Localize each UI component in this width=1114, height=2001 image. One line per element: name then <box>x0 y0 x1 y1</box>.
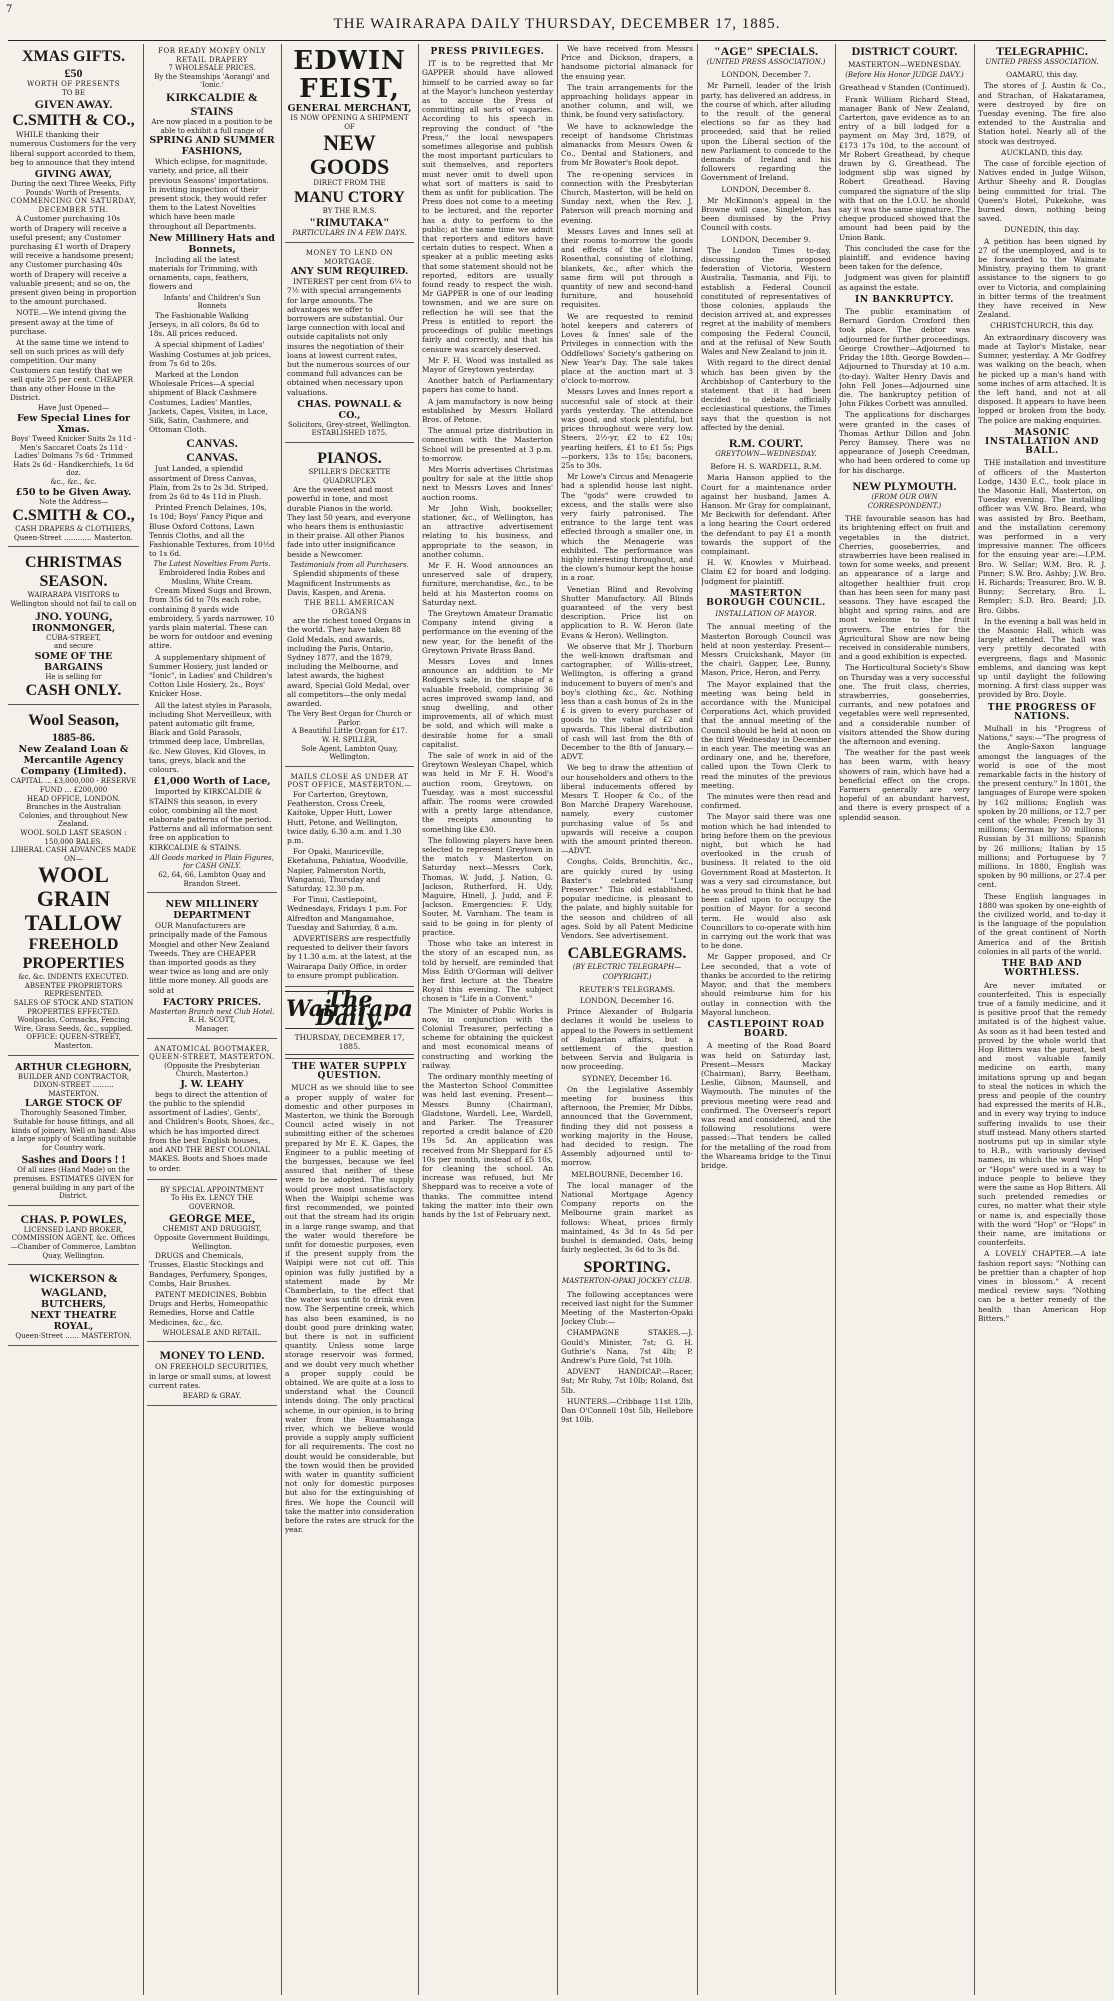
by-special: BY SPECIAL APPOINTMENT <box>160 1185 264 1194</box>
district-case: Greathead v Standen (Continued). <box>839 83 970 93</box>
drugs: DRUGS and Chemicals, Trusses, Elastic Stockings and Bandages, Perfumery, Sponges, Combs, Hair Brushes. <box>149 1251 268 1288</box>
masonic-heading: MASONIC INSTALLATION AND BALL. <box>985 427 1099 457</box>
age-item: Mr McKinnon's appeal in the Browne will case, Singleton, has been dismissed by the Privy Council with costs. <box>701 195 831 233</box>
bad-heading: THE BAD AND WORTHLESS. <box>1001 959 1083 979</box>
column-divider <box>418 44 419 1995</box>
reuter: REUTER'S TELEGRAMS. <box>578 984 676 994</box>
local-item: The annual prize distribution in connection with the Masterton School will be presented at 3 p.m. to-morrow. <box>422 426 553 463</box>
chas-powles: CHAS. P. POWLES, <box>20 1211 127 1226</box>
nz-mortgage: NEW MILLINERY DEPARTMENT <box>165 899 259 922</box>
pownall-ad <box>285 246 414 443</box>
next-theatre: NEXT THEATRE ROYAL, <box>30 1310 117 1333</box>
to-be: TO BE <box>62 88 85 97</box>
butcher-address: Queen-Street …… MASTERTON. <box>15 1332 132 1341</box>
local-item: Venetian Blind and Revolving Shutter Manufactory. All Blinds guaranteed of the very best description. Price list on application to R. W. Heron (late Evans & Heron). Wellington. <box>561 584 693 640</box>
sashes: Sashes and Doors ! ! <box>21 1152 126 1167</box>
sporting-heading: SPORTING. <box>583 1259 671 1277</box>
column-1-advertisements <box>8 44 139 1997</box>
rimutaka: "RIMUTAKA" <box>309 215 390 230</box>
telegram-item: An extraordinary discovery was made at Taylor's Mistake, near Sumner, yesterday. A Mr Godfrey was walking on the beach, when he picked up a man's hand with some inches of arm attached. It is the left hand, and not at all disposed. It appears to have been lopped or broken from the body. The police are making enquiries. <box>978 332 1106 425</box>
george-mee-ad <box>147 1183 277 1343</box>
masthead <box>0 0 1114 44</box>
smith-xmas-ad <box>8 44 139 547</box>
council-item: The minutes were then read and confirmed. <box>701 792 831 811</box>
commencing: COMMENCING ON SATURDAY, DECEMBER 5TH. <box>10 197 137 214</box>
properties: PROPERTIES <box>22 955 125 973</box>
racing-item: The following acceptances were received last night for the Summer Meeting of the Masterton-Opaki Jockey Club:— <box>561 1289 693 1327</box>
manager: Manager. <box>195 1024 229 1033</box>
jno-young-ad <box>8 550 139 705</box>
local-item: We have received from Messrs Price and Dickson, drapers, a handsome pictorial almanack for the ensuing year. <box>561 44 693 81</box>
christmas: CHRISTMAS <box>25 554 122 572</box>
court-item: Judgment was given for plaintiff as against the estate. <box>839 273 970 292</box>
splendid: Splendid shipments of these Magnificent Instruments as Davis, Kaspen, and Arena. <box>287 569 400 597</box>
offer-note: NOTE.—We intend giving the present away at the time of purchase. <box>10 308 127 336</box>
spring: SPRING AND SUMMER FASHIONS, <box>149 135 275 158</box>
london-dateline: LONDON, December 9. <box>721 234 811 244</box>
age-item: With regard to the direct denial which has been given by the Archbishop of Canterbury to the statement that it had been decided to debate officially ecclesiastical questions, the Times says that the question is not affected by the denial. <box>701 358 831 432</box>
large-stock: LARGE STOCK OF <box>25 1098 122 1110</box>
showing: IS NOW OPENING A SHIPMENT OF <box>290 114 409 131</box>
capital: CAPITAL … £3,000,000 · RESERVE FUND … £200,000 <box>10 777 137 794</box>
edwin-feist-ad <box>285 44 414 243</box>
printed: Printed French Delaines, 10s, 1s 10d; Boys' Fancy Pique and Bluse Oxford Cottons, Lawn Tennis Cloths, and all the Fashionable Textures, from 10½d to 1s 6d. <box>149 503 275 559</box>
sydney-dateline: SYDNEY, December 16. <box>581 1073 673 1083</box>
cash-only: CASH ONLY. <box>25 682 122 700</box>
ornamental-rule <box>285 1054 414 1059</box>
terms: The Very Best Organ for Church or Parlor. <box>287 710 412 727</box>
office: OFFICE: QUEEN-STREET, Masterton. <box>26 1033 121 1051</box>
new-goods: NEW GOODS <box>309 130 390 180</box>
have-just: Have Just Opened— <box>37 404 110 413</box>
money-lend: MONEY TO LEND. <box>159 1348 265 1363</box>
supplementary: A supplementary shipment of Summer Hosiery, just landed or "Ionic", in Ladies' and Children's Cotton Lisle Hosiery, 2s., Boys' Knicker Hose. <box>149 652 273 699</box>
council-heading: MASTERTON BOROUGH COUNCIL. <box>706 588 826 608</box>
wool: WOOL <box>38 862 109 888</box>
any-sum: ANY SUM REQUIRED. <box>290 266 409 278</box>
bankruptcy-heading: IN BANKRUPTCY. <box>855 294 954 305</box>
ready-money: FOR READY MONEY ONLY RETAIL DRAPERY <box>158 47 266 64</box>
liberal: LIBERAL CASH ADVANCES MADE ON— <box>10 846 137 863</box>
editorial-date: THURSDAY, DECEMBER 17, 1885. <box>294 1032 405 1051</box>
leader-text: MUCH as we should like to see a proper supply of water for domestic and other purposes in Masterton, we think the Borough Council acted wisely in not submitting either of the schemes prepared by Mr E. K. Gapes, the Engineer to a public meeting of the burgesses, because we feel assured that neither of these were to be adopted. The supply would prove most unsatisfactory. When the Waipipi scheme was first recommended, we pointed out that the stream had its origin in a large range swamp, and that the water would therefore be unfit for domestic purposes, even if the present supply from the Waipipi were not cut off. This opinion was fully justified by a statement made by Mr Chamberlain, to the effect that the water was unfit to drink even now. The Serpentine creek, which has also been examined, is no doubt good pure drinking water, but there is not in sufficient quantity. Unless some large storage reservoir was formed, and we doubt very much whether a proper supply could be obtained. We are quite at a loss to understand what the Council intends doing. The only practical scheme, in our opinion, is to bring water from the Ruamahanga river, which we believe would provide a supply amply sufficient for all requirements. The cost no doubt would be considerable, but the town would then be provided with water in quantity sufficient not only for domestic purposes but also for the extinguishing of fires. We hope the Council will take the matter into consideration before the rates are struck for the year. <box>285 1083 414 1535</box>
kirk-body: Are now placed in a position to be able to exhibit a full range of <box>151 117 273 135</box>
melbourne-dateline: MELBOURNE, December 16. <box>570 1169 684 1179</box>
mails-body-2: For Opaki, Mauriceville, Eketahuna, Pahiatua, Woodville, Napier, Palmerston North, Wanganui, Thursday and Saturday, 12.30 p.m. <box>287 847 409 893</box>
amount: £50 <box>64 66 83 80</box>
millinery-body: Including all the latest materials for Trimming, with ornaments, caps, feathers, flowers and <box>149 254 258 292</box>
george-mee: GEORGE MEE, <box>168 1211 255 1226</box>
sashes-sub: Of all sizes (Hand Made) on the premises. ESTIMATES GIVEN for general building in any part of the District. <box>12 1166 135 1201</box>
plymouth-item: The Horticultural Society's Show on Thursday was a very successful one. The fruit class, cherries, strawberries, gooseberries, currants, and new potatoes and vegetables were well represented, and a considerable number of visitors attended the Show during the afternoon and evening. <box>839 663 970 747</box>
chas-pownall: CHAS. POWNALL & CO., <box>297 398 402 421</box>
local-item: Mr F. H. Wood announces an unreserved sale of drapery, furniture, merchandise, &c., to be held at his Masterton rooms on Saturday next. <box>422 560 553 607</box>
powles-ad <box>8 1209 139 1265</box>
column-8 <box>978 44 1106 1997</box>
editorial-masthead: The Wairarapa Daily. <box>286 987 413 1032</box>
court-item: Frank William Richard Stead, manager Bank of New Zealand, Carterton, gave evidence as to an entry of a bill lodged for a payment on May 3rd, 1879, of £173 17s 10d, to the account of Mr Robert Greathead, by cheque drawn by G. Greathead. The lodgment slip was signed by Robert Greathead. Having compared the signature of the slip with that on the I.O.U. he should say it was the same signature. The cheque produced showed that the amount had been paid by the Union Bank. <box>839 94 970 242</box>
bankruptcy-item: The applications for discharges were granted in the cases of Thomas Arthur Dillon and John Percy Bamsey. There was no appearance of Joseph Creedman, who had been ordered to come up for his discharge. <box>839 410 970 475</box>
dunedin-dateline: DUNEDIN, this day. <box>1004 225 1080 235</box>
leahy-ad <box>147 1042 277 1180</box>
cleghorn-ad <box>8 1059 139 1206</box>
giving-away: GIVING AWAY, <box>34 169 113 180</box>
chemist: CHEMIST AND DRUGGIST, Opposite Government Buildings, Wellington. <box>154 1225 270 1251</box>
particulars: PARTICULARS IN A FEW DAYS. <box>292 229 407 238</box>
column-divider <box>697 44 698 1995</box>
local-item: Coughs, Colds, Bronchitis, &c., are quickly cured by using Baxter's celebrated "Lung Preserver." This old established, popular medicine, is pleasant to the palate, and highly suitable for the season and children of all ages. Sold by all Patent Medicine Vendors. See advertisement. <box>561 857 693 941</box>
local-item: Messrs Loves and Innes report a successful sale of stock at their yards yesterday. The attendance was good, and stock plentiful, but prices throughout were very low. Steers, 2½-yr, £2 to £2 10s; yearling heifers, £1 to £1 5s; Pigs—porkers, 13s to 15s; baconers, 25s to 30s. <box>561 387 693 470</box>
leahy-body: begs to direct the attention of the public to the splendid assortment of Ladies', Gents', and Children's Boots, Shoes, &c., which he has imported direct from the best English houses, and AND THE BEST COLONIAL MAKES. Boots and Shoes made to order. <box>149 1089 275 1173</box>
progress-item: Mulhall in his "Progress of Nations," says:—"The progress of the Anglo-Saxon language amongst the languages of the world is one of the most remarkable facts in the history of the present century." In 1801, the languages of Europe were spoken by 162 millions; English was spoken by 20 millions, or 12.7 per cent of the whole; French by 31 millions; German by 30 millions; Russian by 31 millions; Spanish by 26 millions; Italian by 15 millions; and Portuguese by 7 millions. In 1880, English was spoken by 90 millions, or 27.4 per cent. <box>978 724 1106 890</box>
local-item: We have to acknowledge the receipt of handsome Christmas almanacks from Messrs Owen & Co., Dental and Stationers, and from Mr Bowater's Book depot. <box>561 121 693 168</box>
established: ESTABLISHED 1875. <box>311 429 388 438</box>
anatomical: ANATOMICAL BOOTMAKER, QUEEN-STREET, MASTERTON. <box>149 1044 275 1062</box>
bell-organs: THE BELL AMERICAN ORGANS <box>304 599 395 616</box>
parasols: The Fashionable Walking Jerseys, in all colors, 8s 6d to 18s. All prices reduced. <box>149 310 260 339</box>
council-item: The annual meeting of the Masterton Borough Council was held at noon yesterday. Present—Messrs Cruickshank, Mayor (in the chair), Gapper, Lee, Bunny, Mason, Price, Heron, and Perry. <box>701 622 831 678</box>
rm-court-heading: R.M. COURT. <box>728 435 803 450</box>
selling: He is selling for <box>45 672 102 681</box>
all-goods: All Goods marked in Plain Figures, for CASH ONLY. <box>150 853 274 871</box>
local-item: The ordinary monthly meeting of the Masterton School Committee was held last evening. Present—Messrs Bunny (Chairman), Gladstone, Wardell, Lee, Wardell, and Parker. The Treasurer reported a credit balance of £20 19s 5d. An application was received from Mr Sheppard for £5 10s per month, instead of £5 10s, for cleaning the school. An increase was refused, but Mr Sheppard was to receive a vote of thanks. The committee intend taking the matter into their own hands by the 1st of February next. <box>422 1071 553 1219</box>
column-2-advertisements <box>147 44 277 1997</box>
castlepoint-item: A meeting of the Road Board was held on Saturday last, Present—Messrs Mackay (Chairman), Barry, Beetham, Leslie, Gibson, Maunsell, and Waymouth. The minutes of the previous meeting were read and confirmed. The Overseer's report was read and considered, and the following resolutions were passed:—That tenders be called for the metalling of the road from the Whareama bridge to the Tinui bridge. <box>701 1041 831 1170</box>
bad-item: Are never imitated or counterfeited. This is especially true of a family medicine, and it is positive proof that the remedy imitated is of the highest value. As soon as it had been tested and proved by the whole world that Hop Bitters was the purest, best and most valuable family medicine on earth, many imitations sprung up and began to steal the notices in which the press and people of the country had expressed the merits of H.B., and in every way trying to induce suffering invalids to use their stuff instead. Many others started nostrums put up in similar style to H.B., with variously devised names, in which the word "Hop" or "Hops" were used in a way to induce people to believe they were the same as Hop Bitters. All such pretended remedies or cures, no matter what their style or name is, and especially those with the word "Hop" or "Hops" in their name, are imitations or counterfeits. <box>978 980 1106 1248</box>
cable-item: The local manager of the National Mortgage Agency Company reports on the Melbourne grain market as follows: Wheat, prices firmly maintained, 4s 3d to 4s 5d per bushel is demanded. Oats, being fairly neglected, 3s 6d to 3s 8d. <box>561 1180 693 1255</box>
marked: Marked at the London Wholesale Prices—A special shipment of Black Cashmere Costumes, Ladies' Mantles, Jackets, Capes, Visites, in Lace, Silk, Satin, Cashmere, and Ottoman Cloth. <box>149 370 268 435</box>
wickerson: WICKERSON & WAGLAND, <box>28 1271 118 1300</box>
grain: GRAIN <box>36 886 111 912</box>
canvas-2: CANVAS. <box>186 450 238 465</box>
london-dateline: LONDON, December 8. <box>721 184 811 194</box>
telegram-item: A petition has been signed by 27 of the unemployed, and is to be forwarded to the Waimate Ministry, praying them to grant assistance to the signers to go over to Victoria, and complaining in bitter terms of the treatment they have received in New Zealand. <box>978 236 1106 320</box>
wickerson-ad <box>8 1268 139 1346</box>
local-item: Mrs Morris advertises Christmas poultry for sale at the little shop next to Messrs Loves and Innes' auction rooms. <box>422 464 553 502</box>
arthur-body: Thoroughly Seasoned Timber, Suitable for house fittings, and all kinds of joinery. Well on hand: Also a large supply of Scantling suitable for Country work. <box>10 1109 137 1152</box>
cuba-street: CUBA-STREET, <box>46 633 101 642</box>
season: SEASON. <box>39 573 108 591</box>
by-the-steamships: By the Steamships 'Aorangi' and 'Ionic.' <box>154 72 270 90</box>
newspaper-title: THE WAIRARAPA DAILY THURSDAY, DECEMBER 17, 1885. <box>333 16 781 32</box>
kirk-address: 62, 64, 66, Lambton Quay and Brandon Street. <box>158 870 266 888</box>
arthur-cleghorn: ARTHUR CLEGHORN, <box>15 1061 132 1073</box>
column-6 <box>701 44 831 1997</box>
racing-item: HUNTERS.—Cribbage 11st 12lb, Dan O'Connell 10st 5lb, Hellebore 9st 10lb. <box>561 1396 693 1425</box>
plymouth-sub: (FROM OUR OWN CORRESPONDENT.) <box>867 492 942 510</box>
progress-item: These English languages in 1880 was spoken by one-eighth of the civilized world, and to-day it is the language of the population of the great continent of North America and of the British colonies in all parts of the world. <box>978 891 1106 956</box>
kirkcaldie: KIRKCALDIE & STAINS <box>166 89 258 118</box>
during: During the next Three Weeks, Fifty Pounds' Worth of Presents. <box>11 180 136 197</box>
telegram-item: The stores of J. Austin & Co., and Strachan, of Hakataramea, were destroyed by fire on Tuesday evening. The fire also extended to the Australia and Station hotel. Nearly all of the stock was destroyed. <box>978 81 1106 146</box>
kirkcaldie-ad <box>147 44 277 893</box>
christchurch-dateline: CHRISTCHURCH, this day. <box>990 321 1094 331</box>
masonic-item: THE installation and investiture of officers of the Masterton Lodge, 1430 E.C., took place in the Masonic Hall, Masterton, on Tuesday evening. The installing officer was V.W. Bro. Beard, who was assisted by Bro. Beetham, and the installation ceremony was performed in a very impressive manner. The officers for the ensuing year are:—I.P.M. Bro. W. Sellar; W.M. Bro. R. J. Pinner; S.W. Bro. Ashby; J.W. Bro. H. Richards; Treasurer, Bro. W. B. Bunny; Secretary, Bro. L. Rempler; S.D. Bro. Beard; J.D. Bro. Gibbs. <box>978 458 1106 615</box>
solicitors: Solicitors, Grey-street, Wellington. <box>288 420 411 429</box>
council-item: The Mayor said there was one motion which he had intended to bring before them on the previous night, but which he had overlooked in the crush of business. It related to the old Government Road at Masterton. It was a very sad circumstance, but he was proud to think that he had been called upon to occupy the position of Mayor for a second term. He would also ask Councillors to co-operate with him in carrying out the work that was to be done. <box>701 812 831 951</box>
general-merchant: GENERAL MERCHANT, <box>287 103 412 114</box>
wholesale: 7 WHOLESALE PRICES. <box>168 64 256 73</box>
beard-gray: BEARD & GRAY. <box>182 1392 242 1401</box>
edwin-feist: EDWIN FEIST, <box>293 46 406 104</box>
butchers: BUTCHERS, <box>41 1299 106 1311</box>
column-3 <box>285 44 414 1997</box>
auckland-dateline: AUCKLAND, this day. <box>1001 147 1083 157</box>
age-specials-heading: "AGE" SPECIALS. <box>713 44 818 58</box>
leahy: J. W. LEAHY <box>180 1078 244 1090</box>
little-organ: A Beautiful Little Organ for £17. <box>291 727 408 736</box>
special-lines: Boys' Tweed Knicker Suits 2s 11d · Men's Saccaret Coats 2s 11d · Ladies' Dolmans 7s 6d · Trimmed Hats 2s 6d · Handkerchiefs, 1s 6d doz. <box>11 435 136 478</box>
leader-heading: THE WATER SUPPLY QUESTION. <box>291 1062 408 1082</box>
money-lend-ad <box>147 1345 277 1405</box>
council-sub: INSTALLATION OF MAYOR. <box>715 610 817 619</box>
any-sum-body: INTEREST per cent from 6¼ to 7½ with special arrangements for large amounts. The advantages we offer to borrowers are substantial. Our large connection with local and outside capitalists not only insures the negotiation of their loans at lowest current rates, but the numerous sources of our command full advances can be obtained when necessary upon valuations. <box>287 277 412 397</box>
column-7 <box>839 44 970 1997</box>
mails-heading: MAILS CLOSE AS UNDER AT POST OFFICE, MASTERTON.— <box>287 772 412 790</box>
press-text: IT is to be regretted that Mr GAPPER should have allowed himself to be carried away so far at the Mayor's luncheon yesterday as to accuse the Press of committing all sorts of vagaries. According to his speech in reproving the conduct of "the Press," the local newspapers sometimes allegorise and publish the most important particulars to suit themselves, and reporters must never omit to dwell upon what sort of matters is said to them as unfit for publication. The Press does not come to a meeting to be lectured, and the reporter has a duty to perform to the public; at the same time we admit that reporters and editors have certain duties to respect. When a speaker at a public meeting asks that some statement should not be reported, editors are usually found ready to respect the wish. Mr GAPPER is one of our leading townsmen, and we are sure on reflection he will see that the Press is entitled to report the proceedings of public meetings fairly and correctly, and that his censure was scarcely deserved. <box>422 59 553 354</box>
advertisers-notice: ADVERTISERS are respectfully requested to deliver their favors by 11.30 a.m. at the latest, at the Wairarapa Daily Office, in order to ensure prompt publication. <box>287 934 412 980</box>
chas-sub: LICENSED LAND BROKER, COMMISSION AGENT, &c. Offices—Chamber of Commerce, Lambton Quay, Wellington. <box>10 1225 137 1260</box>
note-address: Note the Address— <box>39 497 108 506</box>
intro: WHILE thanking their numerous Customers for the very liberal support accorded to them, beg to announce that they intend <box>10 130 137 167</box>
column-divider <box>281 44 282 1995</box>
rh-scott: R. H. SCOTT, <box>188 1016 236 1025</box>
local-item: The Greytown Amateur Dramatic Company intend giving a performance on the evening of the new year, for the benefit of the Greytown Private Brass Band. <box>422 608 553 655</box>
masthead-rule <box>8 40 1106 41</box>
nz-body: OUR Manufacturers are principally made of the Famous Mosgiel and other New Zealand Tweeds. They are CHEAPER than imported goods as they wear twice as long and are only little more money. All goods are sold at <box>149 921 270 995</box>
press-heading: PRESS PRIVILEGES. <box>430 47 545 57</box>
column-4 <box>422 44 553 1997</box>
anatomical-sub: (Opposite the Presbyterian Church, Masterton.) <box>164 1061 260 1079</box>
column-5 <box>561 44 693 1997</box>
column-divider <box>835 44 836 1995</box>
court-item: This concluded the case for the plaintiff, and evidence having been taken for the defence, <box>839 243 970 272</box>
district-court-heading: DISTRICT COURT. <box>851 44 958 58</box>
plymouth-item: The weather for the past week has been warm, with heavy showers of rain, which have had a beneficial effect on the crops. Farmers generally are very hopeful of an abundant harvest, and there is every prospect of a splendid season. <box>839 748 970 822</box>
mails-body-3: For Tinui, Castlepoint, Wednesdays, Fridays 1 p.m. For Alfredton and Mangamahoe, Tuesday and Saturday, 8 a.m. <box>287 895 407 932</box>
age-sub: (UNITED PRESS ASSOCIATION.) <box>706 58 826 66</box>
london-dateline: LONDON, December 7. <box>721 70 811 80</box>
factory-prices: FACTORY PRICES. <box>162 996 262 1008</box>
castlepoint-heading: CASTLEPOINT ROAD BOARD. <box>707 1019 825 1040</box>
london-dateline: LONDON, December 16. <box>579 995 675 1005</box>
offer-note-2: At the same time we intend to sell on such prices as will defy competition. Our many Customers can testify that we sell quite 25 per cent. CHEAPER than any other House in the District. <box>10 338 134 403</box>
wool-year: 1885-86. <box>52 730 95 745</box>
opaki-sub: MASTERTON-OPAKI JOCKEY CLUB. <box>562 1277 692 1286</box>
local-item: The following players have been selected to represent Greytown in the match v Masterton on Saturday next—Messrs Cork, Thomas, W. Judd, J. Nation, G. Jackson, Rutherford, H. Udy, Maguire, Hinell, J. Judd, and F. Jackson. Emergencies: F. Udy, Souter, M. Varnham. The team is said to be going in for plenty of practice. <box>422 835 553 937</box>
column-divider <box>974 44 975 1995</box>
nz-clothing-ad <box>147 896 277 1038</box>
few-lines: Few Special Lines for Xmas. <box>16 413 131 436</box>
canvas-body: Just Landed, a splendid assortment of Dress Canvas, Plain, from 2s to 2s 3d. Striped, from 2s 6d to 4s 11d in Plush. <box>149 464 269 502</box>
local-item: The train arrangements for the approaching holidays appear in another column, and will, we think, be found very satisfactory. <box>561 82 693 120</box>
cable-item: Prince Alexander of Bulgaria declares it would be useless to appeal to the Powers in settlement of Bulgarian affairs, but a settlement of the question between Servia and Bulgaria is now proceeding. <box>561 1007 693 1072</box>
local-item: We beg to draw the attention of our householders and others to the liberal inducements offered by Messrs T. Hooper & Co., of the Bon Marché Drapery Warehouse, namely, every customer purchasing value of 5s and upwards will receive a coupon with the amount printed thereon.—ADVT. <box>561 763 693 856</box>
masterton-branch: Masterton Branch next Club Hotel. <box>149 1007 275 1016</box>
local-item: Another batch of Parliamentary papers has come to hand. <box>422 376 553 395</box>
court-item: H. W. Knowles v Muirhead. Claim £2 for board and lodging. Judgment for plaintiff. <box>701 558 831 586</box>
plymouth-item: THE favourable season has had its brightening effect on fruit and vegetables in the district. Cherries, gooseberries, and strawberries have been realised in town for some weeks, and present an appearance of a large and altogether healthier fruit crop than has been seen for many past seasons. They have escaped the blight and spring rains, and are most welcome to the fruit growers. The entries for the Agricultural Show are now being received in considerable numbers, and a good exhibition is expected. <box>839 514 970 662</box>
rm-sub: GREYTOWN—WEDNESDAY. <box>715 449 817 458</box>
firm-name: C.SMITH & CO., <box>12 112 135 130</box>
local-item: The Minister of Public Works is now, in conjunction with the Colonial Treasurer, perfecting a scheme for obtaining the quickest and most economical means of constructing and working the railway. <box>422 1005 553 1070</box>
district-before: (Before His Honor JUDGE DAVY.) <box>845 71 964 80</box>
progress-heading: THE PROGRESS OF NATIONS. <box>987 702 1097 722</box>
column-divider <box>143 44 144 1995</box>
pianos: PIANOS. <box>317 449 382 467</box>
direct: DIRECT FROM THE <box>313 179 386 188</box>
absentee: ABSENTEE PROPRIETORS REPRESENTED. <box>24 981 123 999</box>
wool-season: Wool Season, <box>28 712 119 730</box>
xmas-gifts-heading: XMAS GIFTS. <box>21 48 126 65</box>
wholesale-retail: WHOLESALE AND RETAIL. <box>162 1328 262 1337</box>
local-item: Mr John Wish, bookseller, stationer, &c., of Wellington, has an attractive advertisement relating to his business, and appropriate to the season, in another column. <box>422 503 553 559</box>
court-item: Maria Hanson applied to the Court for a maintenance order against her husband, James A. Hanson. Mr Gray for complainant, Mr Beckwith for defendant. After a long hearing the Court ordered the defendant to pay £1 a month towards the support of the complainant. <box>701 473 831 556</box>
wool-sold: WOOL SOLD LAST SEASON : 150,000 BALES. <box>20 828 127 846</box>
page-number: 7 <box>6 4 13 15</box>
sales: SALES OF STOCK AND STATION PROPERTIES EFFECTED. <box>13 999 134 1016</box>
millinery: New Millinery Hats and Bonnets, <box>149 232 275 255</box>
pianos-sub: SPILLER'S DECKETTE QUADRUPLEX <box>308 467 391 485</box>
spiller-address: Sole Agent, Lambton Quay, Wellington. <box>301 744 398 762</box>
jno-young: JNO. YOUNG, <box>34 608 113 623</box>
local-item: Mr Lowe's Circus and Menagerie had a splendid house last night. The "gods" were crowded to excess, and the stalls were also very fairly patronised. The entrance to the large tent was effected through a smaller one, in which the Menagerie was exhibited. The performance was highly interesting throughout, and the clown's humour kept the house in a roar. <box>561 472 693 583</box>
money-mortgage: MONEY TO LEND ON MORTGAGE. <box>305 248 394 266</box>
oamaru-dateline: OAMARU, this day. <box>1005 70 1079 80</box>
age-item: The London Times to-day, discussing the proposed federation of Victoria, Western Australia, Tasmania, and Fiji, to establish a Federal Council constituted of representatives of those colonies, applauds the decision arrived at, and expresses regret at the inability of members composing the Federal Council, and at the refusal of New South Wales and New Zealand to join it. <box>701 245 831 357</box>
telegram-item: The case of forcible ejection of Natives ended in Judge Wilson, Arthur Sheehy and R. Douglas being committed for trial. The Queen's Hotel, Pukekohe, was burned down, nothing being saved. <box>978 159 1106 224</box>
kirk-body-2: Which eclipse, for magnitude, variety, and price, all their previous Seasons' importations. In inviting inspection of their present stock, they would refer them to the Latest Novelties which have been made throughout all Departments. <box>149 157 269 231</box>
woolpacks: Woolpacks, Cornsacks, Fencing Wire, Grass Seeds, &c., supplied. <box>14 1016 133 1033</box>
money-body: ON FREEHOLD SECURITIES, in large or small sums, at lowest current rates. <box>149 1362 271 1390</box>
local-item: A jam manufactory is now being established by Messrs Hollard Bros. of Petone. <box>422 396 553 424</box>
by-the-rms: BY THE R.M.S. <box>322 206 377 215</box>
patent: PATENT MEDICINES, Bobbin Drugs and Herbs, Homeopathic Remedies, Horse and Cattle Medicines, &c., &c. <box>149 1290 269 1327</box>
lovely-item: A LOVELY CHAPTER.—A late fashion report says: "Nothing can be prettier than a chapter of hop vines in blossom." A recent medical review says: "Nothing can be a better remedy of the health than American Hop Bitters." <box>978 1249 1106 1323</box>
rm-before: Before H. S. WARDELL, R.M. <box>710 462 822 472</box>
local-item: The re-opening services in connection with the Presbyterian Church, Masterton, will be held on Sunday next, when the Rev. J. Paterson will preach morning and evening. <box>561 169 693 225</box>
embroidered: Embroidered India Robes and Muslins, White Cream. <box>158 569 266 586</box>
new-plymouth-heading: NEW PLYMOUTH. <box>852 478 957 493</box>
arthur-sub: BUILDER AND CONTRACTOR, DIXON-STREET ……… MASTERTON. <box>17 1072 130 1098</box>
ladies-costumes: A special shipment of Ladies' Washing Costumes at job prices, from 7s 6d to 20s. <box>149 340 272 368</box>
latest-novelties: The Latest Novelties From Paris. <box>153 560 271 569</box>
masonic-item: In the evening a ball was held in the Masonic Hall, which was largely attended. The hall was very prettily decorated with evergreens, flags and Masonic emblems, and dancing was kept up until daylight the following morning. A first class supper was provided by Bro. Doyle. <box>978 616 1106 700</box>
etc: &c., &c., &c. <box>50 478 97 486</box>
racing-item: ADVENT HANDICAP.—Racer, 9st; Mr Ruby, 7st 10lb; Roland, 8st 5lb. <box>561 1367 693 1395</box>
ironmonger: IRONMONGER, <box>31 622 116 634</box>
secure: and secure <box>53 642 94 651</box>
bankruptcy-item: The public examination of Bernard Gordon Croxford then took place. The debtor was adjourned for further proceedings. George Crowther—Adjourned to Friday the 18th. George Bowden—Adjourned to Thursday at 10 a.m. (to-day). Walter Henry Davis and John Fell Jones—Adjourned sine die. The bankruptcy petition of John Fikkes Corbett was annulled. <box>839 307 970 409</box>
mails-notice <box>285 770 414 987</box>
given-again: £50 to be Given Away. <box>15 486 132 498</box>
offer-body: A Customer purchasing 10s worth of Drapery will receive a useful present; any Customer purchasing £1 worth of Drapery will receive a handsome present; any Customer purchasing 40s worth of Drapery will receive a valuable present; and so on, the present given being in proportion to the amount purchased. <box>10 214 137 307</box>
manu-ctory: MANU CTORY <box>294 188 405 206</box>
to-his: To His Ex. LENCY THE GOVERNOR. <box>170 1194 254 1211</box>
age-item: Mr Parnell, leader of the Irish party, has delivered an address, in the course of which, after alluding to the result of the general elections so far as they had proceeded, said that he relied upon the Liberal section of the new Parliament to concede to the demands of Ireland and his followers regarding the Government of Ireland. <box>701 81 831 183</box>
indents: &c. &c. INDENTS EXECUTED. <box>18 973 129 982</box>
cablegrams-sub: (BY ELECTRIC TELEGRAPH—COPYRIGHT.) <box>572 963 682 981</box>
nz-loan: New Zealand Loan & Mercantile Agency Company (Limited). <box>18 744 129 778</box>
council-item: The Mayor explained that the meeting was being held in accordance with the Municipal Corporations Act, which provided that the annual meeting of the Council should be held at noon on the third Wednesday in December in each year. The meeting was an ordinary one, and he, therefore, called upon the Town Clerk to read the minutes of the previous meeting. <box>701 679 831 790</box>
all-latest: All the latest styles in Parasols, including Shot Merveilleux, with patent automatic gilt frame, Black and Gold Parasols, trimmed deep lace, Umbrellas, &c. New Gloves, Kid Gloves, in tans, greys, black and the colours. <box>149 700 273 775</box>
some-bargains: SOME OF THE BARGAINS <box>34 650 113 673</box>
local-item: Messrs Loves and Innes announce an addition to Mr Rodgers's sale, in the shape of a valuable freehold, comprising 36 acres improved swamp land, and snug dwelling, and other improvements, all of which must be sold, and which will make a desirable home for a small capitalist. <box>422 657 553 749</box>
local-item: We observe that Mr J. Thorburn the well-known draftsman and cartographer, of Willis-street, Wellington, is offering a grand inducement to buyers of men's and boy's clothing &c., &c. Nothing less than a cash bonus of 2s in the £ is given to every purchaser of goods to the value of £2 and upwards. This liberal distribution of cash will last from the 8th of December to the 8th of January.—ADVT. <box>561 641 693 762</box>
spiller: W. H. SPILLER, <box>321 736 378 744</box>
local-item: The sale of work in aid of the Greytown Wesleyan Chapel, which was held in Mr F. H. Wood's auction room, Greytown, on Tuesday, was a most successful affair. The rooms were crowded with a pretty large attendance, the receipts amounting to something like £30. <box>422 751 553 834</box>
district-sub: MASTERTON—WEDNESDAY. <box>847 60 962 69</box>
racing-item: CHAMPAGNE STAKES.—J. Gould's Minister, 7st; G. H. Guthrie's Nana, 7st 4lb; P. Andrew's Pure Gold, 7st 10lb. <box>561 1328 693 1366</box>
canvas-1: CANVAS. <box>186 436 238 451</box>
column-divider <box>557 44 558 1995</box>
pianos-ad <box>285 446 414 767</box>
firm-name-2: C.SMITH & CO., <box>12 507 135 525</box>
local-item: We are requested to remind hotel keepers and caterers of Loves & Innes' sale of the Privileges in connection with the Oddfellows' Society's gathering on New Year's Day. The sale takes place at the auction mart at 3 o'clock to-morrow. <box>561 311 693 386</box>
firm-address: CASH DRAPERS & CLOTHIERS, Queen-Street ………… Masterton. <box>14 525 133 542</box>
local-item: Messrs Loves and Innes sell at their rooms to-morrow the goods and effects of the late Israel Rosenthal, consisting of clothing, blankets, &c., after which the same firm will put through a quantity of new and second-hand furniture, and household requisites. <box>561 226 693 310</box>
mails-body: For Carterton, Greytown, Featherston, Cross Creek, Kaitoke, Upper Hutt, Lower Hutt, Petone, and Wellington, twice daily, 6.30 a.m. and 1.30 p.m. <box>287 789 402 845</box>
council-item: Mr Gapper proposed, and Cr Lee seconded, that a vote of thanks be accorded to the retiring Mayor, and that the members should reimburse him for his outlay in connection with the Mayoral luncheon. <box>701 952 831 1017</box>
tallow: TALLOW <box>24 910 123 936</box>
cablegrams-heading: CABLEGRAMS. <box>567 945 687 963</box>
visitors: WAIRARAPA VISITORS to Wellington should not fail to call on <box>10 591 137 608</box>
testimonials: Testimonials from all Purchasers. <box>290 560 409 569</box>
pianos-body: Are the sweetest and most powerful in tone, and most durable Pianos in the world. They last 50 years, and everyone who hears them is enthusiastic in their praise. All other Pianos fade into utter insignificance beside a Newcomer. <box>287 485 411 559</box>
lace-body: Imported by KIRKCALDIE & STAINS this season, in every color, combining all the most elaborate patterns of the period. Patterns and all information sent free on application to KIRKCALDIE & STAINS. <box>149 787 273 852</box>
local-item: Those who take an interest in the story of an escaped nun, as told by herself, are reminded that Miss Edith O'Gorman will deliver her first lecture at the Theatre Royal this evening. The subject chosen is "Life in a Convent." <box>422 939 553 1004</box>
cable-item: On the Legislative Assembly meeting for business this afternoon, the Premier, Mr Dibbs, announced that the Government, finding they did not possess a working majority in the House, had decided to resign. The Assembly adjourned until to-morrow. <box>561 1084 693 1168</box>
thousand-lace: £1,000 Worth of Lace, <box>153 776 271 788</box>
infants: Infants' and Children's Sun Bonnets <box>163 293 261 311</box>
head-office: HEAD OFFICE, LONDON. Branches in the Australian Colonies, and throughout New Zealand. <box>19 794 128 829</box>
bell-body: are the richest toned Organs in the world. They have taken 88 Gold Medals, and awards, including the Paris, Ontario, Sydney 1877, and the 1879, including the Melbourne, and latest awards, the highest award, Special Gold Medal, over all competitors—the only medal awarded. <box>287 616 411 709</box>
cream: Cream Mixed Sugs and Brown, from 35s 6d to 70s each robe, containing 8 yards wide embroidery, 5 yards narrower, 10 yards plain material. These can be worn for outdoor and evening attire. <box>149 586 275 651</box>
given-away: GIVEN AWAY. <box>34 97 113 112</box>
worth: WORTH OF PRESENTS <box>27 80 120 88</box>
telegraphic-heading: TELEGRAPHIC. <box>996 44 1088 58</box>
telegraphic-sub: UNITED PRESS ASSOCIATION. <box>985 58 1099 66</box>
nz-loan-ad <box>8 708 139 1055</box>
freehold: FREEHOLD <box>28 936 119 954</box>
local-item: Mr F. H. Wood was installed as Mayor of Greytown yesterday. <box>422 355 553 374</box>
